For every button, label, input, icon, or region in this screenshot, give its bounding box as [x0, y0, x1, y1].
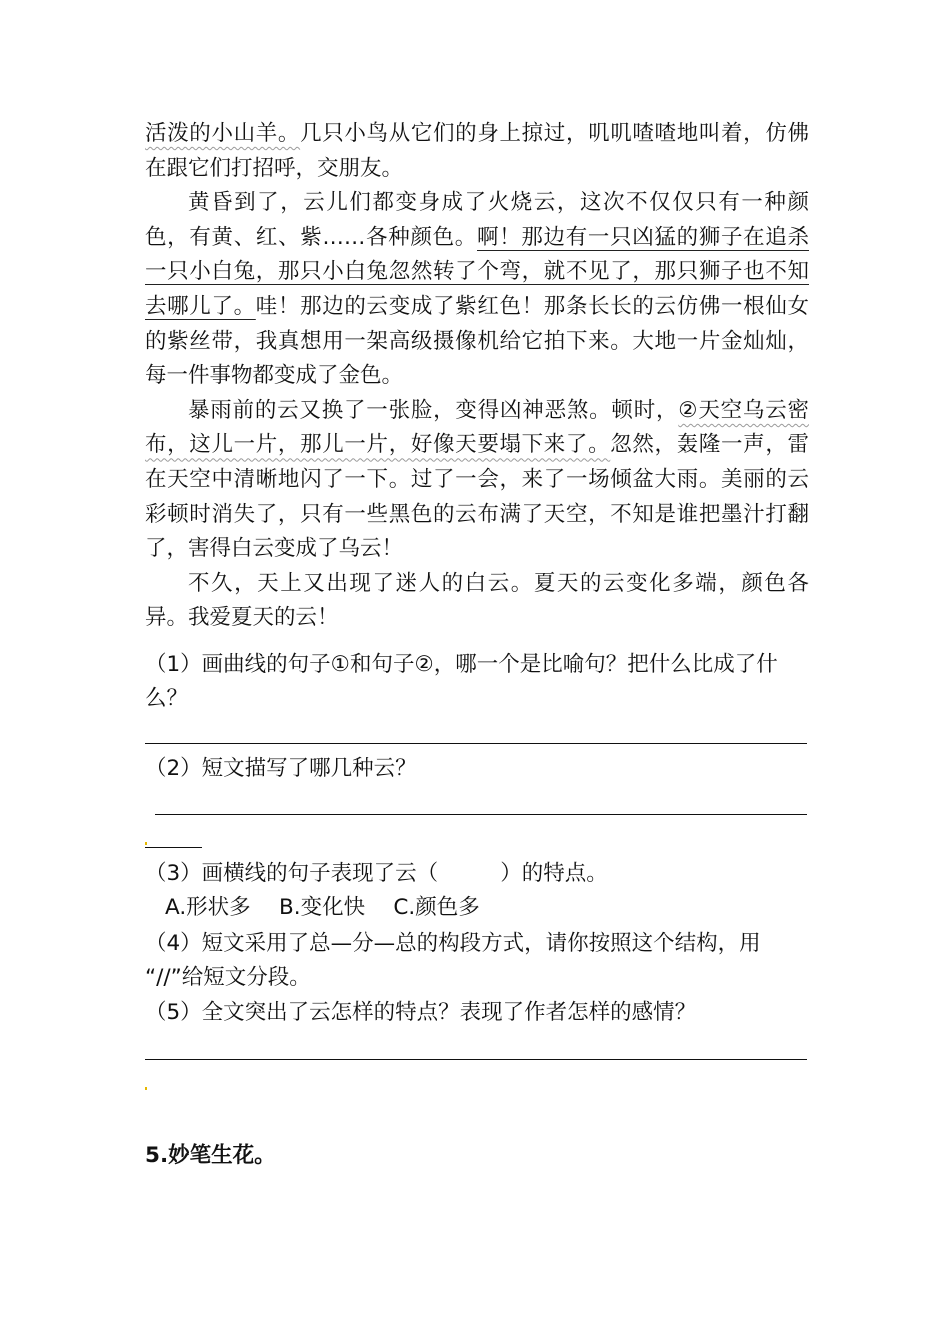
- question-1-line-2: 么？: [145, 686, 189, 711]
- wavy-underlined-sentence-2: ②天空乌云密布，这儿一片，那儿一片，好像天要塌下来了。: [145, 397, 809, 458]
- paragraph-1: [145, 117, 809, 186]
- question-3-options: A.形状多 B.变化快 C.颜色多: [165, 895, 480, 920]
- paragraph-text: 忽然，轰隆一声，雷在天空中清晰地闪了一下。过了一会，来了一场倾盆大雨。美丽的云彩顿时消失了，只有一些黑色的云布满了天空，不知是谁把墨汁打翻了，害得白云变成了乌云！: [145, 432, 809, 562]
- question-3-text: （3）画横线的句子表现了云（: [145, 861, 439, 886]
- answer-line-5[interactable]: [145, 1059, 807, 1060]
- paragraph-text: 几只小鸟从它们的身上掠过，叽叽喳喳地叫着，仿佛在跟它们打招呼，交朋友。: [145, 121, 809, 181]
- paragraph-text: 黄昏到了，云儿们都变身成了火烧云，这次不仅仅只有一种颜色，有黄、红、紫……各种颜色。: [145, 190, 809, 250]
- question-4-line-1: （4）短文采用了总—分—总的构段方式，请你按照这个结构，用: [145, 931, 761, 956]
- question-4-line-2: “//”给短文分段。: [145, 965, 311, 990]
- question-1-line-1: （1）画曲线的句子①和句子②，哪一个是比喻句？把什么比成了什: [145, 652, 778, 677]
- wavy-underlined-sentence-end: 活泼的小山羊。: [145, 121, 301, 146]
- section-heading: 5.妙笔生花。: [145, 1143, 276, 1168]
- question-2: （2）短文描写了哪几种云？: [145, 756, 417, 781]
- answer-line-1[interactable]: [145, 743, 807, 744]
- question-3: [145, 857, 608, 891]
- answer-line-2[interactable]: [155, 814, 807, 815]
- question-5: （5）全文突出了云怎样的特点？表现了作者怎样的感情？: [145, 1000, 697, 1025]
- question-3-text-end: ）的特点。: [500, 861, 608, 886]
- paragraph-2: [145, 186, 809, 394]
- answer-line-2-continued[interactable]: [145, 847, 202, 848]
- paragraph-text: 暴雨前的云又换了一张脸，变得凶神恶煞。顿时，: [188, 397, 679, 423]
- solid-underlined-sentence: 啊！那边有一只凶猛的狮子在追杀一只小白兔，那只小白兔忽然转了个弯，就不见了，那只狮子也不知去哪儿了。: [145, 224, 809, 319]
- paragraph-4: 不久，天上又出现了迷人的白云。夏天的云变化多端，颜色各异。我爱夏天的云！: [145, 570, 809, 631]
- paragraph-3: [145, 394, 809, 567]
- mark-dot: [145, 842, 147, 845]
- mark-dot: [145, 1087, 147, 1090]
- reading-passage: [145, 117, 809, 636]
- paragraph-text: 哇！那边的云变成了紫红色！那条长长的云仿佛一根仙女的紫丝带，我真想用一架高级摄像机给它拍下来。大地一片金灿灿，每一件事物都变成了金色。: [145, 293, 809, 389]
